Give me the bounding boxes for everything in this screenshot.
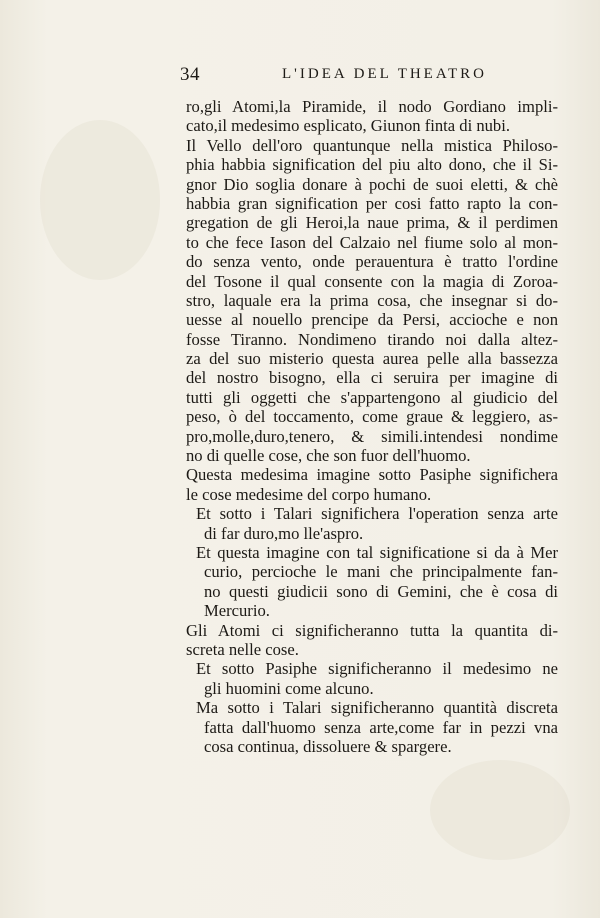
text-line: do senza vento, onde perauentura è tratto l'ordine bbox=[186, 252, 558, 272]
text-line: Questa medesima imagine sotto Pasiphe significhera bbox=[186, 465, 558, 485]
text-line: Gli Atomi ci significheranno tutta la quantita di- bbox=[186, 620, 558, 640]
text-line: pro,molle,duro,tenero, & simili.intendesi nondime bbox=[186, 426, 558, 446]
paragraph bbox=[186, 698, 558, 756]
text-line: gli huomini come alcuno. bbox=[204, 678, 374, 698]
text-line: di far duro,mo lle'aspro. bbox=[204, 523, 364, 543]
text-line: stro, laquale era la prima cosa, che insegnar si do- bbox=[186, 290, 558, 310]
text-line: peso, ò del toccamento, come graue & leggiero, as- bbox=[186, 407, 558, 427]
text-line: no di quelle cose, che son fuor dell'huomo. bbox=[186, 446, 471, 466]
body-text bbox=[186, 97, 558, 756]
text-line: to che fece Iason del Calzaio nel fiume solo al mon- bbox=[186, 232, 558, 252]
paragraph bbox=[186, 465, 558, 504]
text-line: curio, percioche le mani che principalmente fan- bbox=[204, 562, 558, 582]
text-line: gnor Dio soglia donare à pochi de suoi eletti, & chè bbox=[186, 174, 558, 194]
text-line: del Tosone il qual consente con la magia di Zoroa- bbox=[186, 271, 558, 291]
paragraph bbox=[186, 543, 558, 621]
text-line: Et sotto Pasiphe significheranno il medesimo ne bbox=[196, 659, 558, 679]
text-line: habbia gran signification per cosi fatto rapto la con- bbox=[186, 193, 558, 213]
text-line: Ma sotto i Talari significheranno quantità discreta bbox=[196, 698, 558, 718]
text-line: tutti gli oggetti che s'appartengono al giudicio del bbox=[186, 387, 558, 407]
paragraph bbox=[186, 136, 558, 466]
text-line: le cose medesime del corpo humano. bbox=[186, 484, 432, 504]
paper-stain bbox=[430, 760, 570, 860]
running-head: L'IDEA DEL THEATRO bbox=[282, 66, 488, 82]
text-line: uesse al nouello prencipe da Persi, accioche e non bbox=[186, 310, 558, 330]
text-line: za del suo misterio questa aurea pelle alla bassezza bbox=[186, 349, 558, 369]
text-line: fosse Tiranno. Nondimeno tirando noi dalla altez- bbox=[186, 329, 558, 349]
text-line: fatta dall'huomo senza arte,come far in pezzi vna bbox=[204, 717, 558, 737]
paragraph bbox=[186, 504, 558, 543]
page-number: 34 bbox=[180, 64, 200, 85]
text-line: del nostro bisogno, ella ci seruira per imagine di bbox=[186, 368, 558, 388]
text-line: Et sotto i Talari significhera l'operation senza arte bbox=[196, 504, 558, 524]
paper-stain bbox=[40, 120, 160, 280]
text-line: Et questa imagine con tal significatione si da à Mer bbox=[196, 542, 558, 562]
text-line: ro,gli Atomi,la Piramide, il nodo Gordiano impli- bbox=[186, 97, 558, 116]
page-header bbox=[180, 64, 540, 90]
paragraph bbox=[186, 659, 558, 698]
text-line: no questi giudicii sono di Gemini, che è cosa di bbox=[204, 581, 558, 601]
text-line: cato,il medesimo esplicato, Giunon finta di nubi. bbox=[186, 116, 510, 136]
text-line: phia habbia signification del piu alto dono, che il Si- bbox=[186, 155, 558, 175]
paragraph bbox=[186, 621, 558, 660]
text-line: cosa continua, dissoluere & spargere. bbox=[204, 736, 452, 756]
text-line: gregation de gli Heroi,la naue prima, & il perdimen bbox=[186, 213, 558, 233]
text-line: Il Vello dell'oro quantunque nella mistica Philoso- bbox=[186, 135, 558, 155]
text-line: Mercurio. bbox=[204, 601, 270, 621]
paragraph bbox=[186, 97, 558, 136]
text-line: screta nelle cose. bbox=[186, 639, 299, 659]
